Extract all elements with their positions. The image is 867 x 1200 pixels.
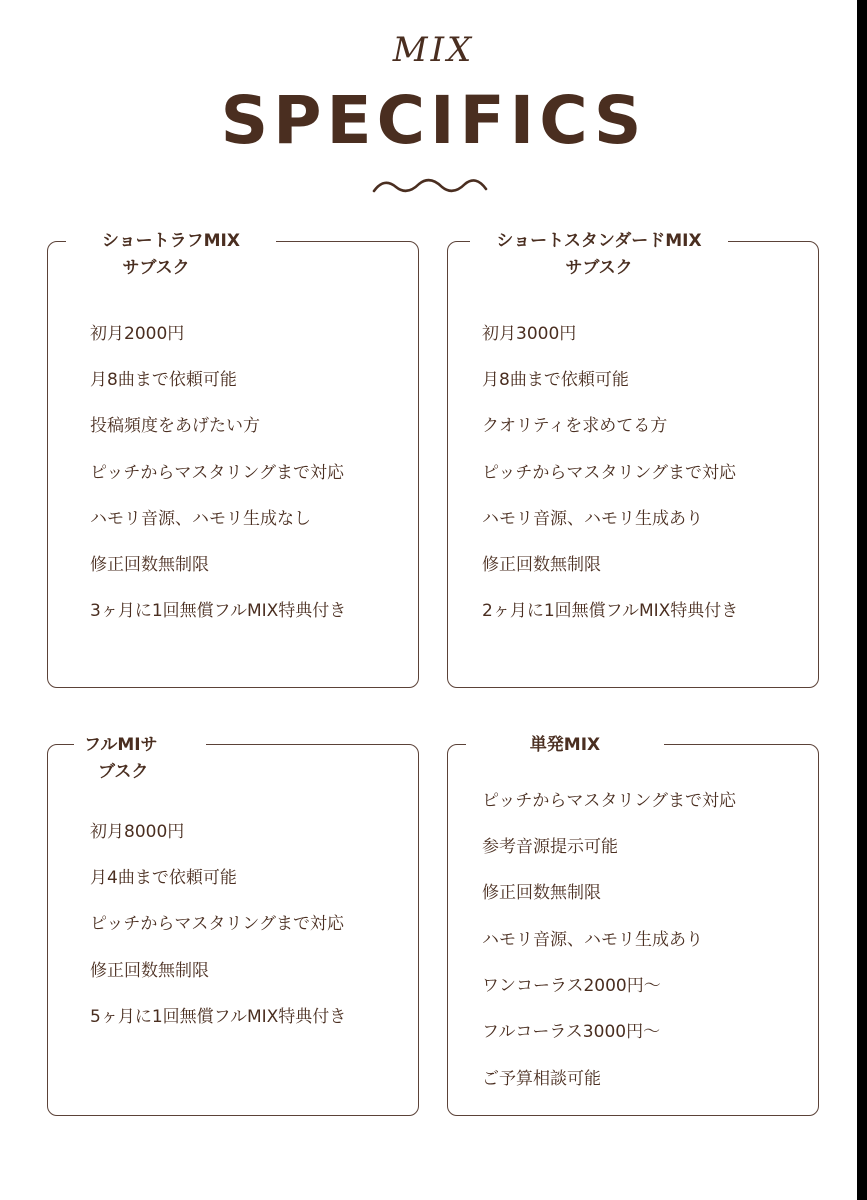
plan-card-title — [74, 732, 206, 786]
plan-feature: 月8曲まで依頼可能 — [90, 370, 237, 390]
plan-title-line: ブスク — [98, 762, 149, 782]
plan-feature: ご予算相談可能 — [482, 1069, 601, 1089]
plan-feature: 初月8000円 — [90, 822, 185, 842]
plan-feature: 修正回数無制限 — [482, 555, 601, 575]
plan-feature: 参考音源提示可能 — [482, 837, 618, 857]
plan-feature: フルコーラス3000円～ — [482, 1022, 661, 1042]
plan-title-line: フルMIサ — [84, 735, 158, 755]
plan-feature: ワンコーラス2000円～ — [482, 976, 661, 996]
plan-feature: 初月3000円 — [482, 324, 577, 344]
plan-feature: 修正回数無制限 — [90, 961, 209, 981]
plan-card-title — [470, 228, 728, 282]
plan-feature: 修正回数無制限 — [90, 555, 209, 575]
wave-ornament-icon — [372, 176, 488, 198]
plan-feature: ハモリ音源、ハモリ生成なし — [90, 509, 311, 529]
plan-feature: 2ヶ月に1回無償フルMIX特典付き — [482, 601, 739, 621]
plan-feature: ハモリ音源、ハモリ生成あり — [482, 930, 703, 950]
plan-feature: ハモリ音源、ハモリ生成あり — [482, 509, 703, 529]
header-subtitle: MIX — [392, 30, 475, 70]
plan-feature: ピッチからマスタリングまで対応 — [90, 914, 344, 934]
plan-feature: 月8曲まで依頼可能 — [482, 370, 629, 390]
plan-feature: ピッチからマスタリングまで対応 — [482, 463, 736, 483]
plan-title-line: サブスク — [565, 258, 633, 278]
plan-feature: ピッチからマスタリングまで対応 — [482, 791, 736, 811]
plan-feature: 投稿頻度をあげたい方 — [90, 416, 260, 436]
plan-feature: 初月2000円 — [90, 324, 185, 344]
plan-title-line: 単発MIX — [529, 735, 601, 755]
plan-title-line: サブスク — [122, 258, 190, 278]
plan-feature: 5ヶ月に1回無償フルMIX特典付き — [90, 1007, 347, 1027]
plan-feature: 3ヶ月に1回無償フルMIX特典付き — [90, 601, 347, 621]
plan-feature: クオリティを求めてる方 — [482, 416, 668, 436]
plan-feature: 修正回数無制限 — [482, 883, 601, 903]
page-title: SPECIFICS — [220, 82, 647, 159]
plan-title-line: ショートラフMIX — [101, 231, 240, 251]
plan-feature: 月4曲まで依頼可能 — [90, 868, 237, 888]
plan-feature: ピッチからマスタリングまで対応 — [90, 463, 344, 483]
plan-title-line: ショートスタンダードMIX — [496, 231, 702, 251]
plan-card-title — [466, 732, 664, 759]
plan-card-title — [66, 228, 276, 282]
